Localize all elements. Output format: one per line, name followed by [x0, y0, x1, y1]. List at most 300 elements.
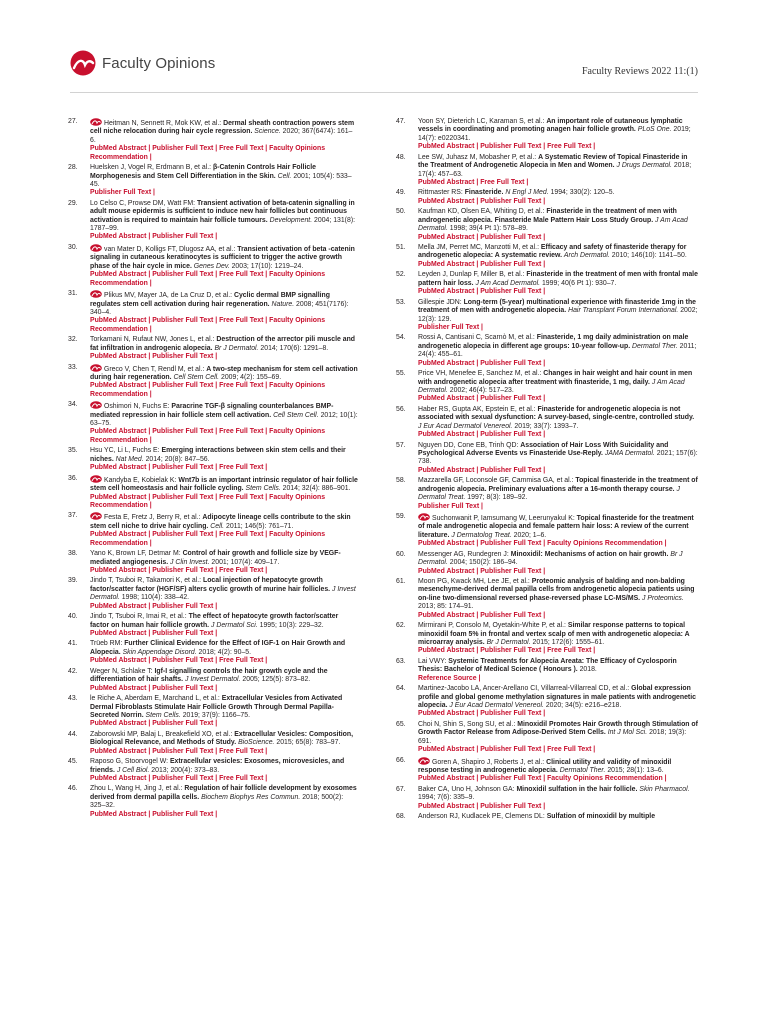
reference-authors: van Mater D, Kolligs FT, Dlugosz AA, et al.: [104, 245, 236, 253]
reference-journal: Cell Stem Cell. [173, 373, 220, 381]
reference-body [418, 154, 698, 188]
reference-authors: Suchonwanit P, Iamsumang W, Leerunyakul K: [432, 515, 575, 522]
reference-item [68, 164, 358, 198]
reference-item [68, 668, 358, 693]
reference-links: PubMed Abstract | Publisher Full Text | Free Full Text | Faculty Opinions Recommendation | [90, 428, 326, 444]
reference-item [396, 406, 698, 440]
faculty-opinions-badge-icon [90, 364, 102, 372]
reference-link[interactable]: PubMed Abstract [90, 566, 147, 574]
reference-number: 37. [68, 512, 78, 520]
reference-link[interactable]: PubMed Abstract [90, 271, 147, 279]
reference-item [396, 685, 698, 719]
reference-link[interactable]: PubMed Abstract [418, 233, 475, 241]
reference-item [68, 244, 358, 288]
reference-link[interactable]: Free Full Text [219, 317, 264, 325]
reference-link[interactable]: PubMed Abstract [418, 775, 475, 783]
references-column-right [396, 118, 698, 824]
reference-link[interactable]: Publisher Full Text [480, 802, 542, 810]
reference-details: 2015; 65(8): 783–97. [276, 739, 341, 747]
reference-body [90, 447, 358, 472]
reference-body [418, 477, 698, 511]
reference-body [418, 786, 698, 811]
reference-authors: Oshimori N, Fuchs E: [104, 403, 170, 411]
reference-authors: Zaborowski MP, Balaj L, Breakefield XO, et al.: [90, 730, 233, 738]
reference-details: 2020; 367(6474): 161–6. [90, 128, 353, 144]
reference-item [68, 613, 358, 638]
reference-journal: J Eur Acad Dermatol Venereol. [418, 422, 513, 430]
faculty-opinions-logo-icon [70, 50, 96, 76]
reference-journal: J Drugs Dermatol. [616, 162, 672, 170]
reference-details: 2003; 17(10): 1219–24. [231, 262, 304, 270]
reference-title: Extracellular vesicles: Exosomes, microvesicles, and friends. [90, 758, 345, 774]
reference-authors: Yoon SY, Dieterich LC, Karaman S, et al.: [418, 118, 545, 125]
reference-link[interactable]: Free Full Text [219, 271, 264, 279]
reference-link[interactable]: PubMed Abstract [90, 145, 147, 153]
reference-title: Finasteride. [464, 189, 504, 197]
reference-body [90, 118, 358, 162]
reference-number: 59. [396, 513, 406, 520]
reference-link[interactable]: PubMed Abstract [418, 395, 475, 403]
reference-title: Extracellular Vesicles from Activated Dermal Fibroblasts Stimulate Hair Follicle Growth Through Dermal Papilla-Secreted Norrin. [90, 695, 343, 719]
reference-item [396, 334, 698, 368]
reference-link[interactable]: Free Full Text [219, 493, 264, 501]
reference-link[interactable]: Free Full Text [219, 464, 264, 472]
header-divider [70, 92, 698, 93]
reference-links: PubMed Abstract | Publisher Full Text | [418, 567, 546, 575]
reference-authors: Martinez-Jacobo LA, Ancer-Arellano CI, Villarreal-Villarreal CD, et al.: [418, 685, 630, 693]
reference-link[interactable]: Publisher Full Text [480, 260, 542, 268]
page-header [0, 0, 768, 100]
reference-details: 2008; 451(7176): 340–4. [90, 300, 349, 316]
reference-link[interactable]: Publisher Full Text [152, 810, 214, 818]
reference-link[interactable]: Publisher Full Text [418, 502, 480, 510]
reference-number: 42. [68, 667, 78, 675]
reference-title: Topical finasteride in the treatment of androgenic alopecia. Preliminary evaluations after a 16-month therapy course. [418, 477, 698, 493]
reference-link[interactable]: Faculty Opinions Recommendation [90, 428, 326, 444]
reference-link[interactable]: PubMed Abstract [418, 431, 475, 439]
reference-links: PubMed Abstract | Publisher Full Text | Free Full Text | Faculty Opinions Recommendation | [90, 145, 326, 161]
reference-authors: Heitman N, Sennett R, Mok KW, et al.: [104, 120, 222, 127]
reference-body [90, 401, 358, 445]
reference-item [68, 475, 358, 511]
reference-link[interactable]: Publisher Full Text [480, 288, 542, 296]
reference-title: An important role of cutaneous lymphatic vessels in coordinating and promoting anagen hair follicle growth. [418, 118, 683, 134]
reference-link[interactable]: PubMed Abstract [90, 317, 147, 325]
reference-link[interactable]: Faculty Opinions Recommendation [547, 540, 663, 548]
reference-title: Systemic Treatments for Alopecia Areata: The Efficacy of Cyclosporin Thesis: Bachelor of Medical Science ( Honours ). [418, 657, 677, 674]
reference-authors: Zhou L, Wang H, Jing J, et al.: [90, 785, 183, 793]
reference-details: 2005; 125(5): 873–82. [242, 676, 311, 684]
reference-link[interactable]: Publisher Full Text [152, 382, 214, 390]
reference-body [90, 364, 358, 400]
reference-authors: Jindo T, Tsuboi R, Takamori K, et al.: [90, 577, 202, 585]
reference-item [396, 622, 698, 656]
reference-link[interactable]: PubMed Abstract [90, 720, 147, 728]
reference-authors: Mirmirani P, Consolo M, Oyetakin-White P, et al.: [418, 622, 566, 630]
reference-item [396, 786, 698, 811]
reference-link[interactable]: Free Full Text [480, 178, 525, 186]
reference-journal: J Invest Dermatol. [184, 676, 241, 684]
reference-link[interactable]: Publisher Full Text [480, 359, 542, 367]
reference-link[interactable]: Free Full Text [219, 145, 264, 153]
reference-item [68, 758, 358, 783]
reference-journal: J Cell Biol. [116, 766, 150, 774]
reference-journal: Dermatol Ther. [632, 342, 678, 350]
reference-details: 2001; 107(4): 409–17. [211, 558, 280, 566]
reference-body [418, 551, 698, 576]
reference-body [90, 695, 358, 729]
reference-authors: Choi N, Shin S, Song SU, et al.: [418, 720, 516, 728]
reference-number: 51. [396, 244, 406, 252]
reference-details: 2002; 12(3): 129. [418, 307, 698, 323]
reference-item [396, 370, 698, 404]
reference-link[interactable]: Free Full Text [547, 143, 592, 151]
reference-link[interactable]: PubMed Abstract [418, 710, 475, 718]
reference-link[interactable]: Free Full Text [219, 428, 264, 436]
reference-link[interactable]: Publisher Full Text [152, 657, 214, 665]
reference-link[interactable]: Publisher Full Text [152, 720, 214, 728]
reference-link[interactable]: Publisher Full Text [152, 464, 214, 472]
reference-link[interactable]: Reference Source [418, 674, 477, 682]
reference-links: PubMed Abstract | Publisher Full Text | [90, 233, 218, 241]
reference-journal: Skin Pharmacol. [639, 785, 690, 793]
reference-body [418, 244, 698, 269]
reference-title: Control of hair growth and follicle size by VEGF-mediated angiogenesis. [90, 550, 341, 566]
reference-links: PubMed Abstract | Publisher Full Text | Free Full Text | [90, 747, 268, 755]
reference-link[interactable]: PubMed Abstract [418, 178, 475, 186]
reference-link[interactable]: Publisher Full Text [480, 466, 542, 474]
reference-link[interactable]: PubMed Abstract [418, 288, 475, 296]
reference-authors: Nguyen DD, Cone EB, Trinh QD: [418, 441, 519, 449]
reference-body [418, 118, 698, 152]
reference-item [68, 200, 358, 242]
reference-authors: le Riche A, Aberdam E, Marchand L, et al.: [90, 695, 220, 703]
reference-link[interactable]: Publisher Full Text [480, 710, 542, 718]
reference-item [396, 118, 698, 152]
reference-body [418, 757, 698, 784]
reference-link[interactable]: PubMed Abstract [90, 464, 147, 472]
reference-link[interactable]: Free Full Text [219, 566, 264, 574]
faculty-opinions-badge-icon [90, 475, 102, 483]
reference-link[interactable]: Publisher Full Text [152, 629, 214, 637]
reference-link[interactable]: Faculty Opinions Recommendation [90, 145, 326, 161]
reference-link[interactable]: PubMed Abstract [90, 353, 147, 361]
reference-number: 58. [396, 477, 406, 485]
reference-journal: Hair Transplant Forum International. [568, 307, 679, 315]
reference-links: PubMed Abstract | Publisher Full Text | Free Full Text | Faculty Opinions Recommendation | [90, 382, 326, 398]
reference-link[interactable]: PubMed Abstract [90, 428, 147, 436]
reference-link[interactable]: Publisher Full Text [152, 747, 214, 755]
reference-body [418, 370, 698, 404]
reference-title: The effect of hepatocyte growth factor/scatter factor on human hair follicle growth. [90, 613, 339, 629]
reference-details: 2015; 28(1): 13–6. [607, 767, 664, 775]
reference-details: 2019; 33(7): 1393–7. [514, 422, 579, 430]
reference-links: PubMed Abstract | Publisher Full Text | [418, 431, 546, 439]
reference-body [418, 208, 698, 242]
reference-link[interactable]: PubMed Abstract [418, 540, 475, 548]
reference-number: 45. [68, 758, 78, 766]
faculty-opinions-badge-icon [90, 244, 102, 252]
reference-links: PubMed Abstract | Publisher Full Text | [90, 629, 218, 637]
reference-item [68, 118, 358, 162]
reference-item [68, 364, 358, 400]
reference-link[interactable]: PubMed Abstract [418, 647, 475, 655]
reference-number: 36. [68, 474, 78, 482]
reference-number: 47. [396, 118, 406, 125]
reference-item [68, 695, 358, 729]
reference-journal: J Dermatol Sci. [210, 621, 258, 629]
reference-link[interactable]: Publisher Full Text [152, 684, 214, 692]
reference-number: 27. [68, 118, 78, 125]
reference-links: PubMed Abstract | Publisher Full Text | Faculty Opinions Recommendation | [418, 775, 667, 783]
reference-link[interactable]: Publisher Full Text [152, 774, 214, 782]
reference-authors: Gillespie JDN: [418, 298, 462, 306]
reference-link[interactable]: Publisher Full Text [480, 233, 542, 241]
reference-link[interactable]: Free Full Text [547, 746, 592, 754]
reference-title: Similar response patterns to topical minoxidil foam 5% in frontal and vertex scalp of men with androgenetic alopecia: A microarray analysis. [418, 622, 690, 646]
reference-link[interactable]: Faculty Opinions Recommendation [90, 531, 326, 547]
reference-link[interactable]: PubMed Abstract [418, 359, 475, 367]
reference-link[interactable]: Publisher Full Text [480, 540, 542, 548]
reference-link[interactable]: PubMed Abstract [90, 747, 147, 755]
reference-authors: Lo Celso C, Prowse DM, Watt FM: [90, 199, 196, 207]
reference-link[interactable]: PubMed Abstract [90, 233, 147, 241]
reference-item [396, 813, 698, 821]
reference-link[interactable]: PubMed Abstract [90, 774, 147, 782]
reference-item [68, 577, 358, 611]
reference-links: PubMed Abstract | Publisher Full Text | Free Full Text | [90, 657, 268, 665]
reference-link[interactable]: Publisher Full Text [418, 323, 480, 331]
reference-journal: J Am Acad Dermatol. [418, 378, 685, 394]
reference-link[interactable]: PubMed Abstract [90, 684, 147, 692]
reference-journal: J Am Acad Dermatol. [418, 216, 688, 233]
reference-link[interactable]: PubMed Abstract [90, 810, 147, 818]
reference-link[interactable]: Publisher Full Text [152, 531, 214, 539]
faculty-opinions-badge-icon [90, 512, 102, 520]
reference-item [68, 290, 358, 334]
reference-authors: Rossi A, Cantisani C, Scarnò M, et al.: [418, 334, 535, 342]
reference-journal: Stem Cells. [245, 485, 281, 493]
reference-item [68, 447, 358, 472]
reference-authors: Moon PG, Kwack MH, Lee JE, et al.: [418, 578, 530, 586]
reference-item [396, 442, 698, 476]
reference-link[interactable]: Publisher Full Text [480, 746, 542, 754]
reference-journal: Development. [269, 216, 313, 224]
reference-link[interactable]: PubMed Abstract [90, 531, 147, 539]
reference-link[interactable]: Free Full Text [219, 747, 264, 755]
reference-details: 1994; 330(2): 120–5. [550, 189, 615, 197]
reference-number: 55. [396, 370, 406, 378]
reference-details: 1997; 8(3): 189–92. [467, 494, 528, 502]
reference-link[interactable]: Publisher Full Text [152, 428, 214, 436]
reference-link[interactable]: Publisher Full Text [152, 353, 214, 361]
reference-journal: Skin Appendage Disord. [122, 648, 197, 656]
reference-link[interactable]: Publisher Full Text [152, 145, 214, 153]
reference-journal: Int J Mol Sci. [607, 729, 648, 737]
reference-number: 52. [396, 271, 406, 279]
reference-link[interactable]: PubMed Abstract [90, 602, 147, 610]
brand-logo[interactable] [70, 50, 215, 76]
reference-number: 40. [68, 613, 78, 621]
reference-link[interactable]: Publisher Full Text [480, 395, 542, 403]
reference-item [396, 154, 698, 188]
reference-item [68, 550, 358, 575]
reference-number: 56. [396, 405, 406, 413]
reference-journal: Cell. [210, 522, 225, 530]
reference-link[interactable]: PubMed Abstract [418, 143, 475, 151]
reference-title: Sulfation of minoxidil by multiple [546, 813, 656, 821]
reference-title: Finasteride in the treatment of men with frontal male pattern hair loss. [418, 271, 698, 287]
reference-links: PubMed Abstract | Publisher Full Text | [418, 611, 546, 619]
reference-link[interactable]: Publisher Full Text [480, 197, 542, 205]
reference-journal: Cell Stem Cell. [273, 411, 319, 419]
reference-details: 2020; 1–6. [513, 531, 547, 539]
reference-body [90, 336, 358, 361]
reference-link[interactable]: Publisher Full Text [152, 317, 214, 325]
reference-number: 33. [68, 363, 78, 371]
reference-link[interactable]: Faculty Opinions Recommendation [547, 775, 663, 783]
reference-link[interactable]: Free Full Text [547, 647, 592, 655]
faculty-opinions-badge-icon [90, 118, 102, 126]
reference-details: 2014; 32(4): 886–901. [282, 485, 351, 493]
reference-body [90, 550, 358, 575]
reference-authors: Rittmaster RS: [418, 189, 463, 197]
reference-body [418, 721, 698, 755]
reference-body [90, 758, 358, 783]
reference-link[interactable]: PubMed Abstract [418, 197, 475, 205]
reference-journal: Br J Dermatol. [486, 638, 531, 646]
reference-link[interactable]: PubMed Abstract [418, 260, 475, 268]
reference-authors: Price VH, Menefee E, Sanchez M, et al.: [418, 370, 542, 378]
reference-body [418, 271, 698, 296]
reference-authors: Messenger AG, Rundegren J: [418, 550, 509, 558]
reference-details: 2018; 17(4): 457–63. [418, 162, 692, 178]
reference-number: 30. [68, 243, 78, 251]
reference-title: Association of Hair Loss With Suicidality and Psychological Adverse Events vs Finasteride Use-Reply. [418, 441, 669, 457]
reference-link[interactable]: Publisher Full Text [152, 271, 214, 279]
reference-number: 62. [396, 622, 406, 630]
reference-title: Regulation of hair follicle development by exosomes derived from dermal papilla cells. [90, 785, 357, 801]
reference-body [90, 475, 358, 511]
reference-journal: Stem Cells. [145, 711, 181, 719]
reference-links: PubMed Abstract | Publisher Full Text | Free Full Text | [418, 647, 596, 655]
reference-journal: BioScience. [238, 739, 275, 747]
reference-link[interactable]: PubMed Abstract [90, 629, 147, 637]
reference-link[interactable]: Publisher Full Text [90, 189, 152, 197]
reference-link[interactable]: PubMed Abstract [418, 466, 475, 474]
reference-authors: Mazzarella GF, Loconsole GF, Cammisa GA, et al.: [418, 477, 574, 485]
reference-number: 50. [396, 208, 406, 216]
reference-link[interactable]: Publisher Full Text [152, 493, 214, 501]
reference-journal: Science. [254, 128, 281, 136]
reference-link[interactable]: Publisher Full Text [480, 775, 542, 783]
reference-link[interactable]: Faculty Opinions Recommendation [90, 382, 326, 398]
reference-link[interactable]: Publisher Full Text [152, 602, 214, 610]
reference-link[interactable]: Publisher Full Text [152, 566, 214, 574]
reference-link[interactable]: Publisher Full Text [480, 143, 542, 151]
reference-links: PubMed Abstract | Publisher Full Text | [90, 810, 218, 818]
reference-authors: Jindo T, Tsuboi R, Imai R, et al.: [90, 613, 187, 621]
reference-title: Long-term (5-year) multinational experience with finasteride 1mg in the treatment of men with androgenetic alopecia. [418, 298, 696, 315]
reference-link[interactable]: Faculty Opinions Recommendation [90, 271, 326, 287]
faculty-opinions-badge-icon [418, 757, 430, 765]
reference-number: 32. [68, 336, 78, 344]
reference-details: 2009; 4(2): 155–69. [220, 373, 282, 381]
reference-link[interactable]: PubMed Abstract [418, 746, 475, 754]
reference-number: 38. [68, 550, 78, 558]
reference-links: PubMed Abstract | Publisher Full Text | [418, 260, 546, 268]
reference-body [418, 685, 698, 719]
reference-title: Minoxidil: Mechanisms of action on hair growth. [510, 550, 669, 558]
reference-details: 1998; 39(4 Pt 1): 578–89. [449, 225, 528, 233]
reference-details: 2019; 37(9): 1166–75. [182, 711, 251, 719]
reference-number: 29. [68, 199, 78, 207]
reference-links: PubMed Abstract | Publisher Full Text | [418, 710, 546, 718]
reference-body [90, 785, 358, 819]
reference-journal: JAMA Dermatol. [604, 449, 655, 457]
reference-link[interactable]: Publisher Full Text [480, 611, 542, 619]
reference-authors: Anderson RJ, Kudlacek PE, Clemens DL: [418, 813, 545, 821]
reference-link[interactable]: Free Full Text [219, 657, 264, 665]
reference-body [418, 813, 698, 821]
reference-title: Global expression profile and global genome methylation signatures in male patients with androgenetic alopecia. [418, 685, 696, 709]
reference-details: 2014; 20(8): 847–56. [145, 455, 210, 463]
reference-number: 35. [68, 447, 78, 455]
reference-title: A Systematic Review of Topical Finasteride in the Treatment of Androgenetic Alopecia in Men and Women. [418, 153, 688, 170]
reference-body [418, 513, 698, 549]
reference-item [396, 299, 698, 333]
reference-links: Publisher Full Text | [90, 189, 155, 197]
reference-authors: Lee SW, Juhasz M, Mobasher P, et al.: [418, 153, 537, 161]
reference-number: 54. [396, 334, 406, 342]
reference-journal: J Invest Dermatol. [90, 585, 356, 602]
reference-item [396, 757, 698, 784]
reference-link[interactable]: PubMed Abstract [90, 657, 147, 665]
reference-links: PubMed Abstract | Publisher Full Text | Free Full Text | [90, 464, 268, 472]
reference-link[interactable]: PubMed Abstract [418, 611, 475, 619]
reference-title: Cyclic dermal BMP signalling regulates stem cell activation during hair regeneration. [90, 292, 330, 308]
reference-details: 2004; 150(2): 186–94. [449, 559, 518, 567]
reference-link[interactable]: Free Full Text [219, 382, 264, 390]
reference-body [90, 640, 358, 665]
reference-links: PubMed Abstract | Publisher Full Text | Free Full Text | [90, 774, 268, 782]
reference-title: Transient activation of beta -catenin signaling in cutaneous keratinocytes is sufficient to trigger the active growth phase of the hair cycle in mice. [90, 245, 355, 270]
reference-link[interactable]: PubMed Abstract [418, 802, 475, 810]
reference-details: 2012; 10(1): 63–75. [90, 411, 358, 428]
reference-links: PubMed Abstract | Publisher Full Text | [418, 466, 546, 474]
reference-link[interactable]: Publisher Full Text [480, 647, 542, 655]
reference-title: Paracrine TGF-β signaling counterbalances BMP-mediated repression in hair follicle stem cell activation. [90, 403, 334, 419]
reference-link[interactable]: Free Full Text [219, 774, 264, 782]
journal-reference: Faculty Reviews 2022 11:(1) [581, 66, 698, 77]
reference-link[interactable]: PubMed Abstract [90, 382, 147, 390]
reference-item [68, 785, 358, 819]
reference-details: 1999; 40(6 Pt 1): 930–7. [541, 279, 617, 287]
reference-link[interactable]: Free Full Text [219, 531, 264, 539]
reference-links: PubMed Abstract | Publisher Full Text | Free Full Text | Faculty Opinions Recommendation | [90, 493, 326, 509]
reference-link[interactable]: Publisher Full Text [152, 233, 214, 241]
reference-number: 44. [68, 730, 78, 738]
reference-journal: N Engl J Med. [505, 189, 549, 197]
reference-link[interactable]: PubMed Abstract [90, 493, 147, 501]
reference-link[interactable]: Faculty Opinions Recommendation [90, 317, 326, 333]
reference-links: Publisher Full Text | [418, 323, 483, 331]
reference-link[interactable]: Faculty Opinions Recommendation [90, 493, 326, 509]
reference-link[interactable]: Publisher Full Text [480, 431, 542, 439]
reference-link[interactable]: PubMed Abstract [418, 567, 475, 575]
reference-number: 64. [396, 685, 406, 693]
reference-link[interactable]: Publisher Full Text [480, 567, 542, 575]
